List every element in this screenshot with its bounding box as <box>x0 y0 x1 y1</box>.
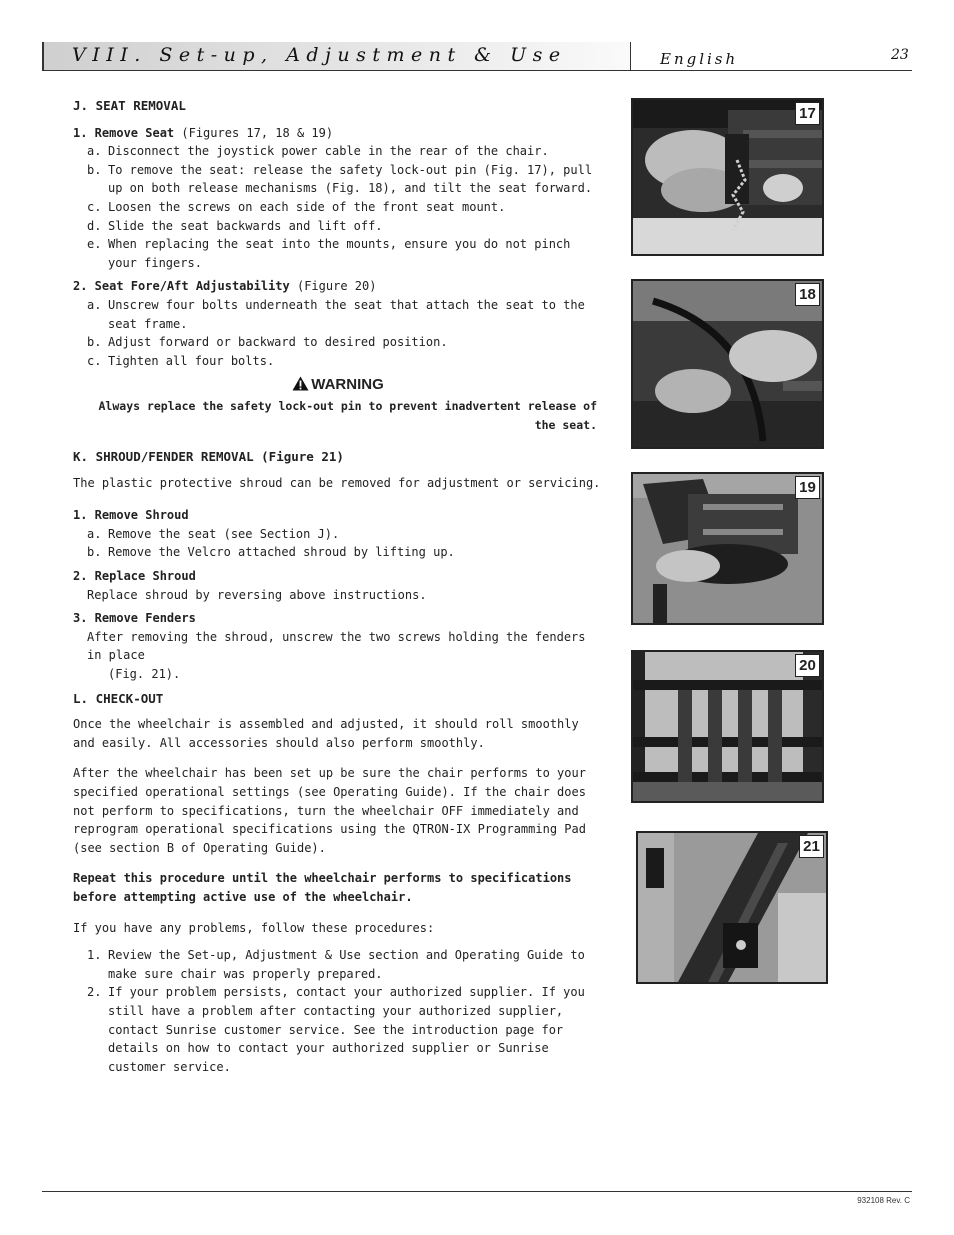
remove-fenders-text-cont: (Fig. 21). <box>108 667 181 682</box>
step-title: 1. Remove Seat <box>73 125 175 140</box>
figure-reference: (Figures 17, 18 & 19) <box>174 125 334 140</box>
list-item <box>73 296 603 333</box>
list-item-text: Tighten all four bolts. <box>108 353 275 368</box>
figure-number: 18 <box>795 283 820 306</box>
list-item <box>73 198 603 217</box>
list-item-label: c. <box>87 199 102 214</box>
list-item-label: b. <box>87 162 102 177</box>
section-j-heading: J. SEAT REMOVAL <box>73 98 186 113</box>
seat-frame-bolts-image <box>633 652 822 801</box>
step-2-list <box>73 296 603 370</box>
list-item-label: e. <box>87 237 102 252</box>
figure-number: 19 <box>795 476 820 499</box>
list-item-label: b. <box>87 335 102 350</box>
step-1-list <box>73 142 603 272</box>
list-item <box>73 352 603 371</box>
step-title: 2. Replace Shroud <box>73 569 196 584</box>
figure-17-photo <box>631 98 824 256</box>
shroud-fender-image <box>638 833 826 982</box>
warning-heading <box>73 376 603 395</box>
list-item-text: If your problem persists, contact your authorized supplier. If you still have a problem after contacting your authorized supplier, contact Sunrise customer service. See the introduction page for details on how to contact your authorized supplier or Sunrise customer service. <box>108 985 585 1074</box>
release-mechanism-image <box>633 281 822 447</box>
remove-fenders-text: After removing the shroud, unscrew the two screws holding the fenders in place <box>87 629 586 663</box>
list-item <box>73 217 603 236</box>
list-item-text: Loosen the screws on each side of the front seat mount. <box>108 199 506 214</box>
footer-rule <box>42 1191 912 1192</box>
replace-shroud-text: Replace shroud by reversing above instructions. <box>87 587 427 602</box>
list-item <box>73 235 603 272</box>
page-number: 23 <box>891 47 909 63</box>
list-item-label: 1. <box>87 948 102 963</box>
figure-20-photo <box>631 650 824 803</box>
figure-reference: (Figure 20) <box>289 279 377 294</box>
checkout-paragraph-1: Once the wheelchair is assembled and adjusted, it should roll smoothly and easily. All accessories should also perform smoothly. <box>73 717 579 750</box>
warning-triangle-icon <box>292 376 309 391</box>
main-text-column <box>73 97 603 1076</box>
figure-number: 17 <box>795 102 820 125</box>
figure-19-photo <box>631 472 824 625</box>
list-item-text: Adjust forward or backward to desired position. <box>108 335 448 350</box>
list-item-text: When replacing the seat into the mounts, ensure you do not pinch your fingers. <box>108 237 571 270</box>
step-title: 1. Remove Shroud <box>73 508 189 523</box>
checkout-paragraph-2: After the wheelchair has been set up be sure the chair performs to your specified operational settings (see Operating Guide). If the chair does not perform to specifications, turn the wheelchair OFF immediately and reprogram operational specifications using the QTRON-IX Programming Pad (see section B of Operating Guide). <box>73 766 586 855</box>
header-left-rule <box>42 42 44 70</box>
list-item-label: 2. <box>87 985 102 1000</box>
step-title: 3. Remove Fenders <box>73 611 196 626</box>
list-item <box>73 161 603 198</box>
warning-label: WARNING <box>311 376 384 394</box>
warning-text: Always replace the safety lock-out pin to prevent inadvertent release of the seat. <box>98 398 597 432</box>
figure-18-photo <box>631 279 824 449</box>
section-j-step-1 <box>73 124 603 143</box>
section-k-intro: The plastic protective shroud can be removed for adjustment or servicing. <box>73 475 601 490</box>
section-k-heading: K. SHROUD/FENDER REMOVAL (Figure 21) <box>73 449 344 465</box>
step-title: 2. Seat Fore/Aft Adjustability <box>73 279 290 294</box>
list-item <box>73 946 603 983</box>
list-item-text: Review the Set-up, Adjustment & Use section and Operating Guide to make sure chair was properly prepared. <box>108 948 585 981</box>
list-item-label: a. <box>87 297 102 312</box>
list-item-text: Remove the Velcro attached shroud by lifting up. <box>108 545 455 560</box>
seat-lockout-pin-image <box>633 100 822 254</box>
chapter-title: VIII. Set-up, Adjustment & Use <box>72 44 567 66</box>
list-item-text: Slide the seat backwards and lift off. <box>108 218 383 233</box>
list-item <box>73 525 603 544</box>
list-item <box>73 333 603 352</box>
list-item-label: a. <box>87 144 102 159</box>
checkout-paragraph-3: Repeat this procedure until the wheelchair performs to specifications before attempting active use of the wheelchair. <box>73 871 572 904</box>
figure-21-photo <box>636 831 828 984</box>
list-item <box>73 543 603 562</box>
header-rule <box>42 70 912 71</box>
seat-tilted-forward-image <box>633 474 822 623</box>
header-divider <box>630 42 631 70</box>
language-label: English <box>660 50 739 68</box>
list-item-label: a. <box>87 526 102 541</box>
checkout-paragraph-4: If you have any problems, follow these procedures: <box>73 920 435 935</box>
list-item-label: b. <box>87 545 102 560</box>
shroud-step-1-list <box>73 525 603 562</box>
list-item-text: To remove the seat: release the safety lock-out pin (Fig. 17), pull up on both release mechanisms (Fig. 18), and tilt the seat forward. <box>108 162 593 196</box>
list-item-label: c. <box>87 353 102 368</box>
list-item-text: Unscrew four bolts underneath the seat that attach the seat to the seat frame. <box>108 297 585 331</box>
list-item <box>73 142 603 161</box>
section-j-step-2 <box>73 277 603 296</box>
list-item <box>73 983 603 1076</box>
list-item-label: d. <box>87 218 102 233</box>
checkout-procedure-list <box>73 946 603 1076</box>
figure-number: 21 <box>799 835 824 858</box>
figure-number: 20 <box>795 654 820 677</box>
section-l-heading: L. CHECK-OUT <box>73 690 164 706</box>
list-item-text: Remove the seat (see Section J). <box>108 526 340 541</box>
document-code: 932108 Rev. C <box>857 1196 910 1205</box>
list-item-text: Disconnect the joystick power cable in the rear of the chair. <box>108 144 549 159</box>
